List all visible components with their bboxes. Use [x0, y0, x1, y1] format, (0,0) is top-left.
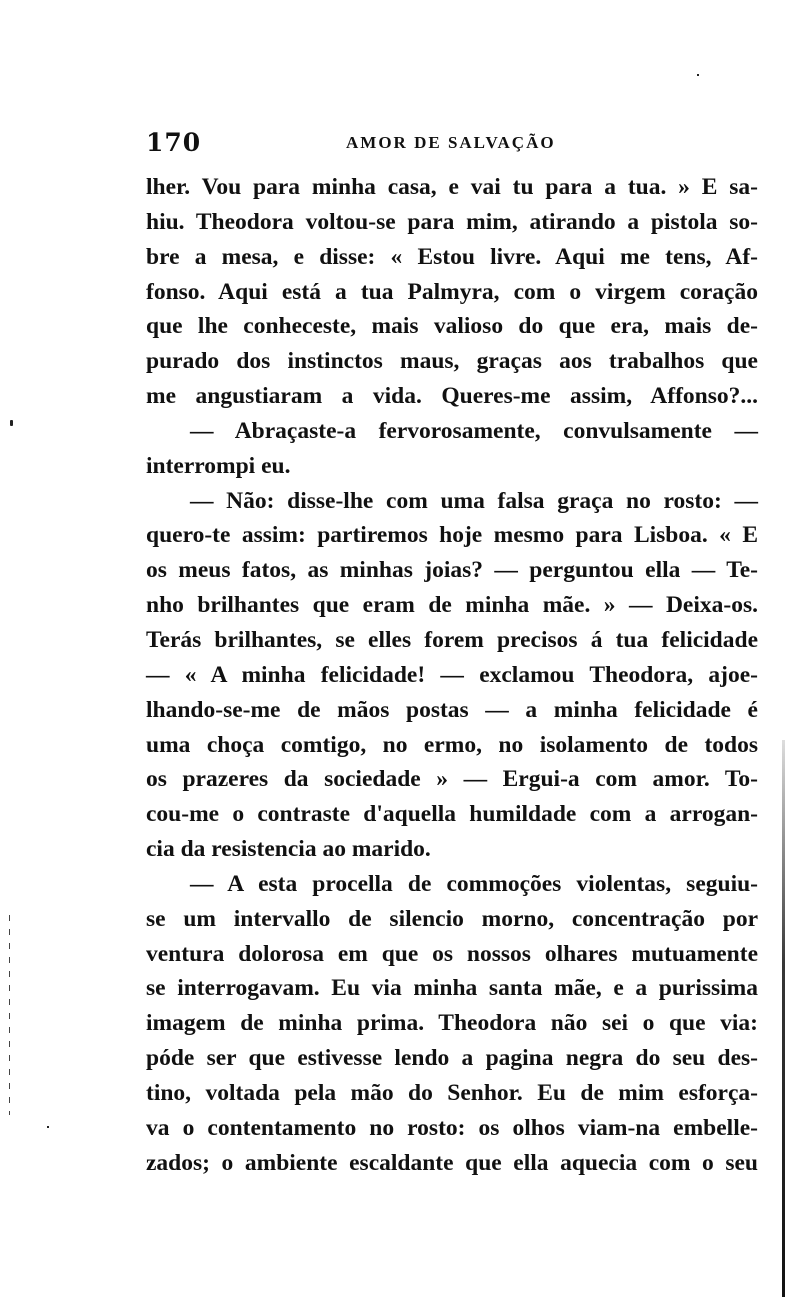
page-number: 170	[146, 128, 202, 157]
print-speck	[697, 74, 699, 76]
text-line: bre a mesa, e disse: « Estou livre. Aqui me tens, Af-	[146, 243, 758, 270]
text-line: zados; o ambiente escaldante que ella aquecia com o seu	[146, 1149, 758, 1176]
text-line: — Abraçaste-a fervorosamente, convulsamente —	[190, 417, 758, 444]
page-header	[146, 128, 758, 162]
text-line: os meus fatos, as minhas joias? — perguntou ella — Te-	[146, 557, 758, 584]
text-line: uma choça comtigo, no ermo, no isolamento de todos	[146, 731, 758, 758]
text-line: lhando-se-me de mãos postas — a minha felicidade é	[146, 696, 758, 723]
text-line: hiu. Theodora voltou-se para mim, atirando a pistola so-	[146, 208, 758, 235]
body-text	[146, 170, 758, 1180]
running-title: AMOR DE SALVAÇÃO	[346, 133, 556, 152]
text-line: — Não: disse-lhe com uma falsa graça no rosto: —	[190, 487, 758, 514]
text-line: lher. Vou para minha casa, e vai tu para a tua. » E sa-	[146, 174, 758, 200]
text-line: Terás brilhantes, se elles forem precisos á tua felicidade	[146, 626, 758, 653]
page-edge-left	[9, 915, 10, 1115]
page-edge-right	[782, 740, 785, 1297]
print-speck	[47, 1126, 49, 1128]
text-line: va o contentamento no rosto: os olhos viam-na embelle-	[146, 1114, 758, 1141]
text-line: — A esta procella de commoções violentas, seguiu-	[190, 870, 758, 897]
text-line: — « A minha felicidade! — exclamou Theodora, ajoe-	[146, 661, 758, 688]
text-line: que lhe conheceste, mais valioso do que era, mais de-	[146, 313, 758, 340]
text-line: imagem de minha prima. Theodora não sei o que via:	[146, 1010, 758, 1037]
text-line: quero-te assim: partiremos hoje mesmo para Lisboa. « E	[146, 522, 758, 549]
text-line: fonso. Aqui está a tua Palmyra, com o virgem coração	[146, 278, 758, 305]
text-line: os prazeres da sociedade » — Ergui-a com amor. To-	[146, 766, 758, 793]
text-line: ventura dolorosa em que os nossos olhares mutuamente	[146, 940, 758, 967]
text-line: cou-me o contraste d'aquella humildade com a arrogan-	[146, 801, 758, 828]
text-line: purado dos instinctos maus, graças aos trabalhos que	[146, 348, 758, 375]
text-line: interrompi eu.	[146, 452, 291, 479]
text-line: tino, voltada pela mão do Senhor. Eu de mim esforça-	[146, 1079, 758, 1106]
text-line: se interrogavam. Eu via minha santa mãe, e a purissima	[146, 975, 758, 1002]
text-line: cia da resistencia ao marido.	[146, 836, 431, 863]
text-line: se um intervallo de silencio morno, concentração por	[146, 905, 758, 932]
text-line: nho brilhantes que eram de minha mãe. » — Deixa-os.	[146, 592, 758, 619]
text-line: me angustiaram a vida. Queres-me assim, Affonso?...	[146, 383, 758, 410]
margin-mark	[10, 420, 13, 426]
text-line: póde ser que estivesse lendo a pagina negra do seu des-	[146, 1045, 758, 1072]
